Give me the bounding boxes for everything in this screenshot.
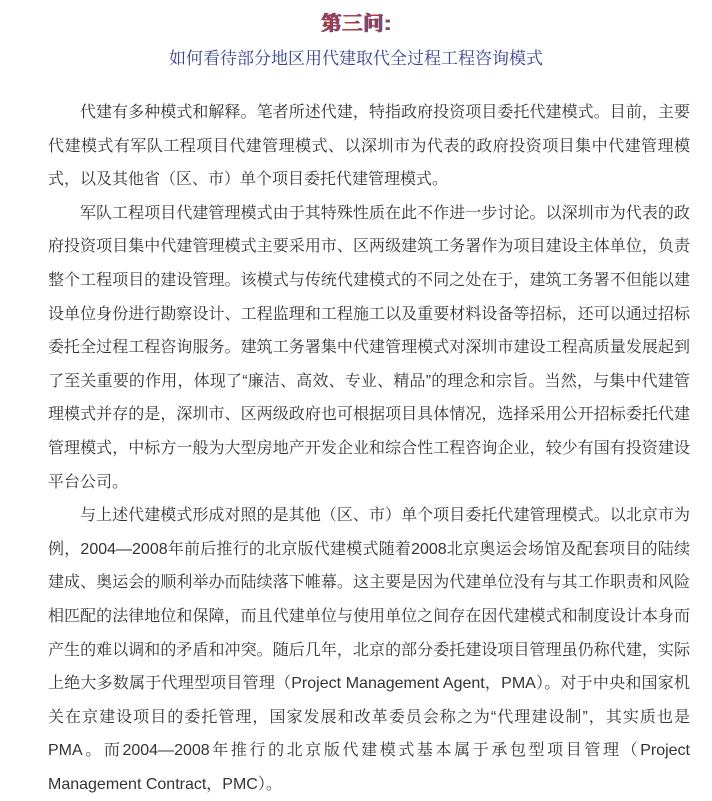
subtitle-highlight: 如何看待部分地区用代建取代全过程工程咨询模式	[167, 47, 545, 71]
document-body	[48, 96, 690, 801]
paragraph-beijing-model: 与上述代建模式形成对照的是其他（区、市）单个项目委托代建管理模式。以北京市为例，2004—2008年前后推行的北京版代建模式随着2008北京奥运会场馆及配套项目的陆续建成、奥运会的顺利举办而陆续落下帷幕。这主要是因为代建单位没有与其工作职责和风险相匹配的法律地位和保障，而且代建单位与使用单位之间存在因代建模式和制度设计本身而产生的难以调和的矛盾和冲突。随后几年，北京的部分委托建设项目管理虽仍称代建，实际上绝大多数属于代理型项目管理（Project Management Agent，PMA）。对于中央和国家机关在京建设项目的委托管理，国家发展和改革委员会称之为“代理建设制”，其实质也是PMA。而2004—2008年推行的北京版代建模式基本属于承包型项目管理（Project Management Contract，PMC）。	[48, 507, 690, 793]
paragraph-intro: 代建有多种模式和解释。笔者所述代建，特指政府投资项目委托代建模式。目前，主要代建模式有军队工程项目代建管理模式、以深圳市为代表的政府投资项目集中代建管理模式，以及其他省（区、市）单个项目委托代建管理模式。	[48, 104, 690, 189]
page-subtitle	[0, 47, 712, 71]
page-title: 第三问:	[320, 13, 392, 35]
paragraph-shenzhen-model: 军队工程项目代建管理模式由于其特殊性质在此不作进一步讨论。以深圳市为代表的政府投资项目集中代建管理模式主要采用市、区两级建筑工务署作为项目建设主体单位，负责整个工程项目的建设管理。该模式与传统代建模式的不同之处在于，建筑工务署不但能以建设单位身份进行勘察设计、工程监理和工程施工以及重要材料设备等招标，还可以通过招标委托全过程工程咨询服务。建筑工务署集中代建管理模式对深圳市建设工程高质量发展起到了至关重要的作用，体现了“廉洁、高效、专业、精品”的理念和宗旨。当然，与集中代建管理模式并存的是，深圳市、区两级政府也可根据项目具体情况，选择采用公开招标委托代建管理模式，中标方一般为大型房地产开发企业和综合性工程咨询企业，较少有国有投资建设平台公司。	[48, 204, 690, 491]
document-header	[0, 12, 712, 71]
